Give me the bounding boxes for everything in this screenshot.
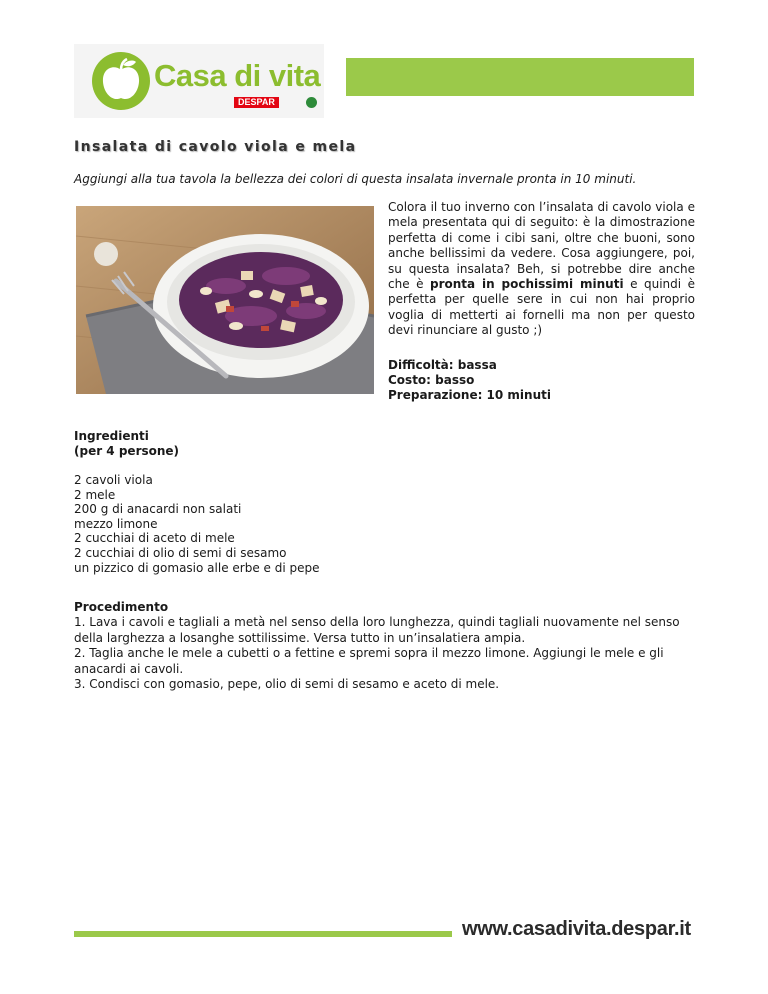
apple-icon bbox=[90, 50, 152, 112]
ingredients-list bbox=[74, 473, 319, 575]
fact-difficulty: Difficoltà: bassa bbox=[388, 358, 497, 372]
casa-di-vita-logo bbox=[74, 44, 324, 118]
fact-preparation: Preparazione: 10 minuti bbox=[388, 388, 551, 402]
footer-url: www.casadivita.despar.it bbox=[462, 918, 691, 940]
intro-paragraph bbox=[388, 200, 695, 339]
intro-highlight: pronta in pochissimi minuti bbox=[430, 277, 624, 292]
despar-brand: DESPAR bbox=[234, 97, 279, 108]
list-item: 2 cucchiai di aceto di mele bbox=[74, 531, 235, 546]
intro-text-end: e quindi è perfetta per quelle sere in cui non hai proprio voglia di metterti ai fornelli ma non per questo devi rinunciare al gusto ;) bbox=[388, 277, 695, 338]
logo-title: Casa di vita bbox=[154, 58, 321, 93]
salad-photo bbox=[76, 206, 374, 394]
intro-text: Colora il tuo inverno con l’insalata di cavolo viola e mela presentata qui di seguito: è la dimostrazione perfetta di come i cibi sani, oltre che buoni, sono anche bellissimi da vedere. Cosa aggiungere, poi, su questa insalata? Beh, si potrebbe dire anche che è bbox=[388, 200, 695, 292]
list-item: 2 cavoli viola bbox=[74, 473, 153, 487]
ingredients-heading bbox=[74, 429, 179, 459]
header-accent-bar bbox=[346, 58, 694, 96]
list-item: 2 mele bbox=[74, 487, 116, 502]
procedure-step: 2. Taglia anche le mele a cubetti o a fettine e spremi sopra il mezzo limone. Aggiungi le mele e gli anacardi ai cavoli. bbox=[74, 646, 664, 676]
recipe-subtitle: Aggiungi alla tua tavola la bellezza dei colori di questa insalata invernale pronta in 10 minuti. bbox=[74, 172, 637, 186]
list-item: 2 cucchiai di olio di semi di sesamo bbox=[74, 545, 287, 560]
list-item: un pizzico di gomasio alle erbe e di pepe bbox=[74, 560, 320, 575]
list-item: mezzo limone bbox=[74, 516, 158, 531]
procedure-steps bbox=[74, 615, 698, 693]
footer-accent-bar bbox=[74, 931, 452, 937]
list-item: 200 g di anacardi non salati bbox=[74, 502, 242, 517]
ingredients-title: Ingredienti bbox=[74, 429, 149, 443]
procedure-heading: Procedimento bbox=[74, 600, 169, 614]
despar-tree-icon bbox=[306, 97, 317, 108]
ingredients-servings: (per 4 persone) bbox=[74, 444, 180, 458]
fact-cost: Costo: basso bbox=[388, 373, 475, 387]
procedure-step: 3. Condisci con gomasio, pepe, olio di semi di sesamo e aceto di mele. bbox=[74, 677, 500, 691]
procedure-step: 1. Lava i cavoli e tagliali a metà nel senso della loro lunghezza, quindi tagliali nuovamente nel senso della larghezza a losanghe sottilissime. Versa tutto in un’insalatiera ampia. bbox=[74, 615, 680, 645]
recipe-facts bbox=[388, 358, 551, 403]
recipe-title: Insalata di cavolo viola e mela bbox=[74, 139, 357, 155]
